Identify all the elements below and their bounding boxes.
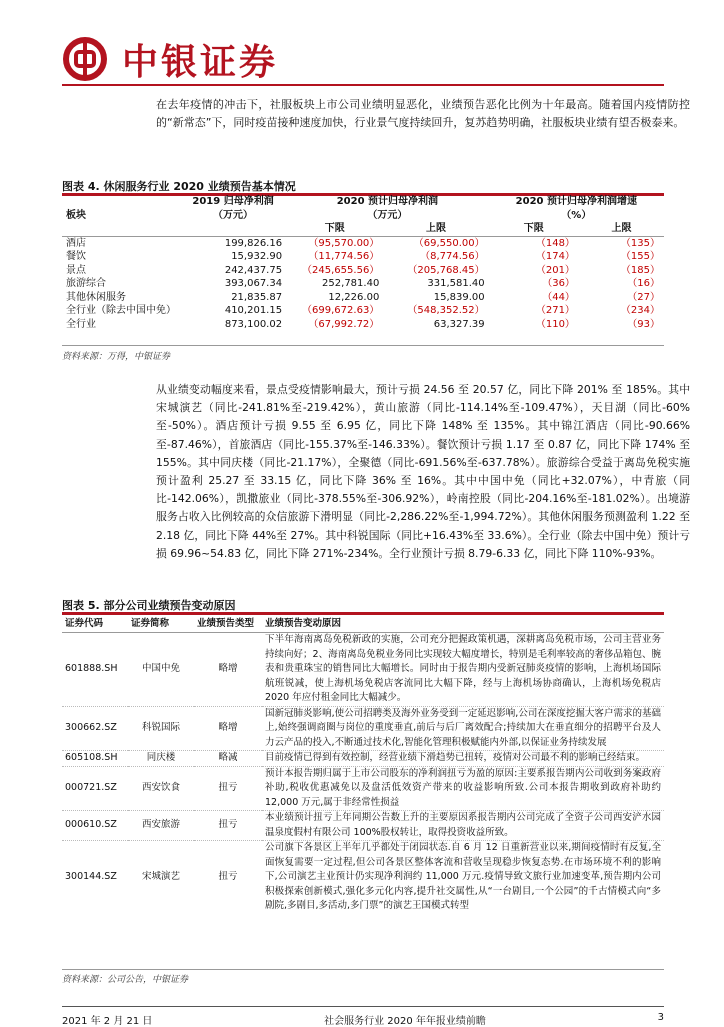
header-2020: 2020 预计归母净利润 [336,196,439,207]
header [62,34,278,84]
table-row: 餐饮 15,932.90 （11,774.56） （8,774.56） （174） （155） [66,251,660,262]
table-row: 000721.SZ 西安饮食 扭亏 预计本报告期归属于上市公司股东的净利润扭亏为盈的原因:主要系报告期内公司收到务案政府补助,税收优惠减免以及盘活低效资产带来的收益影响所致.公司本报告期收到政府补助约 12,000 万元,属于非经常性损益 [62,766,664,811]
body-paragraph: 从业绩变动幅度来看，景点受疫情影响最大，预计亏损 24.56 至 20.57 亿，同比下降 201% 至 185%。其中宋城演艺（同比-241.81%至-219.42%），黄山旅游（同比-114.14%至-109.47%），天目湖（同比-60%至-50%）。酒店预计亏损 9.55 至 6.95 亿，同比下降 148% 至 135%。其中锦江酒店（同比-90.66%至-87.46%），首旅酒店（同比-155.37%至-146.33%）。餐饮预计亏损 1.17 至 0.87 亿，同比下降 174% 至 155%。其中同庆楼（同比-21.17%），全聚德（同比-691.56%至-637.78%）。旅游综合受益于离岛免税实施预计盈利 25.27 至 33.15 亿，同比下降 36% 至 16%。其中中国中免（同比+32.07%），中青旅（同比-142.06%），凯撒旅业（同比-378.55%至-306.92%），岭南控股（同比-204.16%至-181.02%）。出境游服务占收入比例较高的众信旅游下滑明显（同比-2,286.22%至-1,994.72%）。其他休闲服务预测盈利 1.22 至 2.18 亿，同比下降 44%至 27%。其中科锐国际（同比+16.43%至 33.6%）。全行业（除去中国中免）预计亏损 69.96~54.83 亿，同比下降 271%-234%。全行业预计亏损 8.79-6.33 亿，同比下降 110%-93%。 [156,383,690,560]
figure5-source: 资料来源：公司公告，中银证券 [62,975,189,985]
table-row: 601888.SH 中国中免 略增 下半年海南离岛免税新政的实施，公司充分把握政策机遇，深耕离岛免税市场，公司主营业务持续向好；2、海南离岛免税业务同比实现较大幅度增长，特别是毛利率较高的奢侈品箱包、腕表和贵重珠宝的销售同比大幅增长。同时由于报告期内受新冠肺炎疫情的影响，上海机场国际航班锐减，使上海机场免税店客流同比大幅下降，经与上海机场协商确认，上海机场免税店 2020 年应付租金同比大幅减少。 [62,633,664,707]
table-row: 全行业 873,100.02 （67,992.72） 63,327.39 （110） （93） [66,318,660,330]
table-row: 605108.SH 同庆楼 略减 目前疫情已得到有效控制，经营业绩下滑趋势已扭转，疫情对公司最不利的影响已经结束。 [62,751,664,767]
header-name: 证券简称 [128,616,194,633]
figure5-top-bar [62,612,664,615]
table-row: 其他休闲服务 21,835.87 12,226.00 15,839.00 （44） （27） [66,291,660,303]
figure4-title: 图表 4. 休闲服务行业 2020 业绩预告基本情况 [62,180,296,193]
header-low: 下限 [324,223,345,234]
header-2019-unit: （万元） [213,209,254,221]
header-growth-unit: （%） [561,209,592,221]
table-row: 300662.SZ 科锐国际 略增 国新冠肺炎影响,使公司招聘类及海外业务受到一定延迟影响,公司在深度挖掘大客户需求的基础上,始终强调商圈与岗位的重度垂直,前后与后厂离效配合;持续加大在垂直细分的招聘平台及人力云产品的投入,不断通过技术化,智能化管理积极赋能内外部,以保证业务持续发展 [62,706,664,751]
header-reason: 业绩预告变动原因 [262,616,664,633]
figure4-table [62,195,664,331]
table-row: 旅游综合 393,067.34 252,781.40 331,581.40 （36） （16） [66,278,660,289]
header-type: 业绩预告类型 [194,616,262,633]
header-growth: 2020 预计归母净利润增速 [515,196,637,207]
figure5-title: 图表 5. 部分公司业绩预告变动原因 [62,599,236,612]
header-rule [62,84,664,86]
header-high: 上限 [425,223,446,234]
header-high-growth: 上限 [611,223,632,234]
page-number: 3 [657,1012,664,1023]
table-row: 000610.SZ 西安旅游 扭亏 本业绩预计扭亏上年同期公告数上升的主要原因系报告期内公司完成了全资子公司西安浐水园温泉度假村有限公司 100%股权转让，取得投资收益所致。 [62,811,664,841]
table-row: 景点 242,437.75 （245,655.56） （205,768.45） （201） （185） [66,264,660,276]
header-sector: 板块 [66,209,86,221]
brand-name: 中银证券 [122,40,279,83]
header-code: 证券代码 [62,616,128,633]
figure5-bottom-rule [62,969,664,970]
table-row: 酒店 199,826.16 （95,570.00） （69,550.00） （148） （135） [66,237,660,249]
footer-title: 社会服务行业 2020 年年报业绩前瞻 [324,1016,486,1027]
footer [62,1012,664,1027]
table-row: 全行业（除去中国中免） 410,201.15 （699,672.63） （548,352.52） （271） （234） [66,305,660,316]
figure5-table [62,616,664,914]
header-low-growth: 下限 [523,223,544,234]
table-header-row [62,616,664,633]
footer-rule [62,1006,664,1007]
figure4-source: 资料来源：万得，中银证券 [62,352,171,362]
header-2020-unit: （万元） [367,209,408,221]
figure4-bottom-rule [62,345,664,346]
header-2019: 2019 归母净利润 [192,196,274,207]
footer-date: 2021 年 2 月 21 日 [62,1016,153,1027]
bank-of-china-logo-icon [62,36,108,82]
table-row: 300144.SZ 宋城演艺 扭亏 公司旗下各景区上半年几乎都处于闭园状态.自 6 月 12 日重新营业以来,期间疫情时有反复,全面恢复需要一定过程,但公司各景区整体客流和营收呈现稳步恢复态势.在市场环境不利的影响下,公司演艺主业预计仍实现净利润约 11,000 万元.疫情导致文旅行业加速变革,预告期内公司积极探索创新模式,强化多元化内容,提升社交属性,从“一台剧目,一个公园”的千古情模式向“多剧院,多剧目,多活动,多门票”的演艺王国模式转型 [65,842,661,911]
intro-paragraph: 在去年疫情的冲击下，社服板块上市公司业绩明显恶化，业绩预告恶化比例为十年最高。随着国内疫情防控的“新常态”下，同时疫苗接种速度加快，行业景气度持续回升，复苏趋势明确，社服板块业绩有望否极泰来。 [156,98,690,129]
table-header-row [62,195,664,209]
